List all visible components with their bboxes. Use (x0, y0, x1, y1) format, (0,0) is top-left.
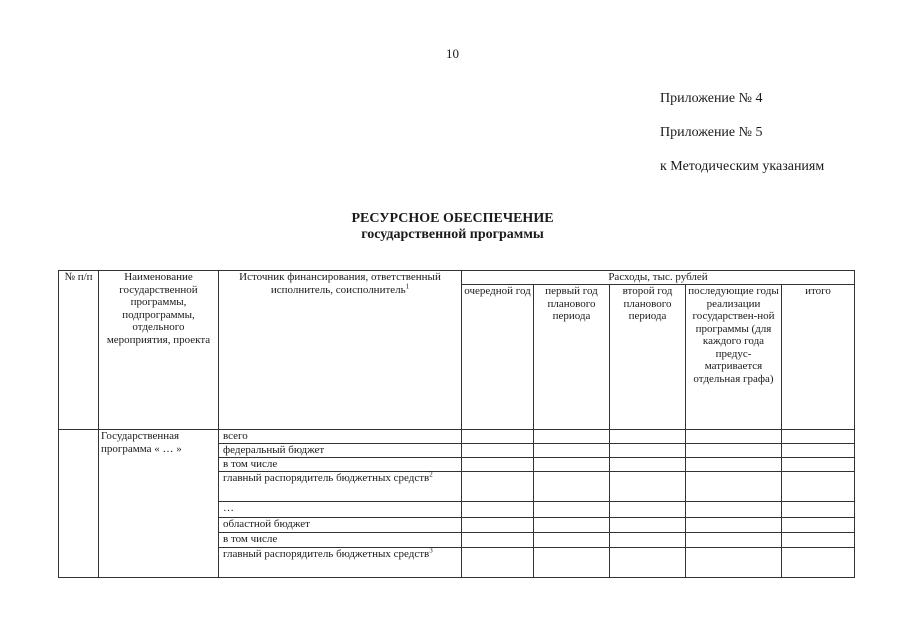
expense-cell (534, 430, 610, 444)
page-number: 10 (446, 46, 459, 61)
expense-cell (782, 430, 855, 444)
expense-cell (534, 533, 610, 548)
expense-cell (610, 548, 686, 578)
funding-source-text: главный распорядитель бюджетных средств (223, 472, 430, 484)
funding-source-footnote: 2 (429, 470, 433, 479)
expense-cell (686, 430, 782, 444)
expense-cell (462, 518, 534, 533)
expense-cell (462, 444, 534, 458)
funding-source (219, 502, 462, 518)
resource-table (58, 270, 855, 578)
header-source (219, 271, 462, 430)
expense-cell (782, 533, 855, 548)
funding-source-text: областной бюджет (223, 518, 310, 530)
funding-source-text: федеральный бюджет (223, 444, 325, 456)
expense-cell (686, 548, 782, 578)
document-title (0, 211, 905, 243)
expense-cell (534, 444, 610, 458)
title-line-2: государственной программы (361, 227, 544, 242)
funding-source (219, 430, 462, 444)
header-num: № п/п (59, 271, 99, 430)
header-source-text: Источник финансирования, ответственный исполнитель, соисполнитель (239, 271, 441, 296)
header-year3: второй год планового периода (610, 285, 686, 430)
appendix-line-3: к Методическим указаниям (660, 159, 825, 174)
title-line-1: РЕСУРСНОЕ ОБЕСПЕЧЕНИЕ (351, 211, 554, 226)
header-year1: очередной год (462, 285, 534, 430)
expense-cell (610, 430, 686, 444)
expense-cell (610, 472, 686, 502)
table-row (59, 430, 855, 444)
expense-cell (782, 548, 855, 578)
expense-cell (610, 458, 686, 472)
expense-cell (686, 533, 782, 548)
expense-cell (782, 472, 855, 502)
expense-cell (782, 458, 855, 472)
funding-source-text: … (223, 502, 234, 514)
header-source-footnote: 1 (405, 281, 410, 290)
header-total: итого (782, 285, 855, 430)
expense-cell (462, 533, 534, 548)
expense-cell (610, 502, 686, 518)
funding-source (219, 472, 462, 502)
expense-cell (462, 472, 534, 502)
expense-cell (782, 502, 855, 518)
expense-cell (686, 502, 782, 518)
expense-cell (686, 472, 782, 502)
expense-cell (686, 518, 782, 533)
expense-cell (686, 444, 782, 458)
expense-cell (462, 458, 534, 472)
header-expenses: Расходы, тыс. рублей (462, 271, 855, 285)
expense-cell (610, 518, 686, 533)
funding-source (219, 444, 462, 458)
expense-cell (686, 458, 782, 472)
expense-cell (534, 472, 610, 502)
expense-cell (534, 458, 610, 472)
funding-source-text: в том числе (223, 533, 278, 545)
appendix-line-2: Приложение № 5 (660, 125, 763, 140)
expense-cell (534, 518, 610, 533)
funding-source-footnote: 3 (429, 546, 433, 555)
funding-source-text: в том числе (223, 458, 278, 470)
funding-source-text: главный распорядитель бюджетных средств (223, 548, 430, 560)
expense-cell (534, 502, 610, 518)
expense-cell (462, 502, 534, 518)
expense-cell (610, 444, 686, 458)
expense-cell (462, 548, 534, 578)
header-year2: первый год планового периода (534, 285, 610, 430)
expense-cell (782, 444, 855, 458)
appendix-line-1: Приложение № 4 (660, 91, 763, 106)
expense-cell (610, 533, 686, 548)
header-year4: последующие годы реализации государствен-ной программы (для каждого года предус-матривается отдельная графа) (686, 285, 782, 430)
funding-source (219, 518, 462, 533)
expense-cell (462, 430, 534, 444)
funding-source (219, 548, 462, 578)
header-name: Наименование государственной программы, подпрограммы, отдельного мероприятия, проекта (99, 271, 219, 430)
expense-cell (782, 518, 855, 533)
funding-source-text: всего (223, 430, 248, 442)
program-name: Государственная программа « … » (99, 430, 219, 578)
row-num-cell (59, 430, 99, 578)
funding-source (219, 533, 462, 548)
funding-source (219, 458, 462, 472)
expense-cell (534, 548, 610, 578)
